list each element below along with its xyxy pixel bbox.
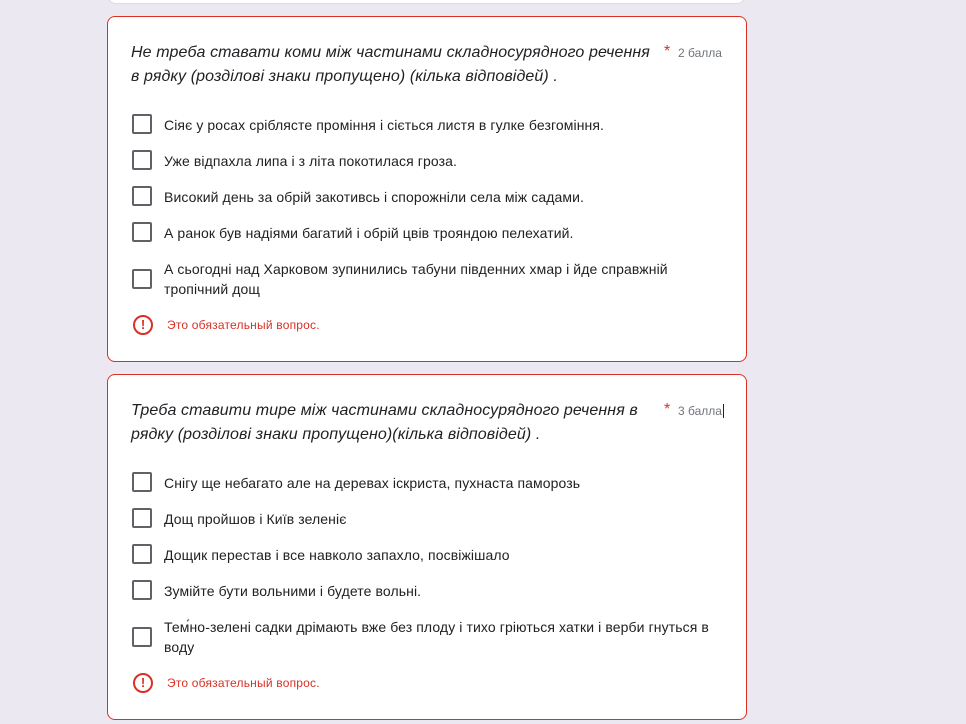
checkbox-option[interactable] bbox=[132, 545, 712, 565]
checkbox-option[interactable] bbox=[132, 259, 712, 299]
option-label[interactable]: Дощ пройшов і Київ зеленіє bbox=[164, 511, 347, 527]
points-label: 2 балла bbox=[678, 46, 722, 60]
checkbox-option[interactable] bbox=[132, 617, 712, 657]
checkbox[interactable] bbox=[132, 627, 152, 647]
required-asterisk: * bbox=[664, 43, 671, 60]
exclamation-circle-icon: ! bbox=[133, 673, 153, 693]
option-label[interactable]: А сьогодні над Харковом зупинились табуни південних хмар і йде справжній тропічний дощ bbox=[164, 261, 668, 297]
checkbox-option[interactable] bbox=[132, 223, 712, 243]
question-card-1 bbox=[107, 16, 747, 362]
option-label[interactable]: Дощик перестав і все навколо запахло, посвіжішало bbox=[164, 547, 510, 563]
checkbox-option[interactable] bbox=[132, 581, 712, 601]
checkbox-option[interactable] bbox=[132, 151, 712, 171]
text-caret bbox=[723, 404, 724, 418]
checkbox[interactable] bbox=[132, 544, 152, 564]
checkbox[interactable] bbox=[132, 269, 152, 289]
checkbox-option[interactable] bbox=[132, 473, 712, 493]
error-text: Это обязательный вопрос. bbox=[167, 676, 320, 690]
checkbox[interactable] bbox=[132, 222, 152, 242]
option-label[interactable]: Високий день за обрій закотивсь і спорожніли села між садами. bbox=[164, 189, 584, 205]
checkbox-option[interactable] bbox=[132, 115, 712, 135]
checkbox[interactable] bbox=[132, 186, 152, 206]
checkbox[interactable] bbox=[132, 150, 152, 170]
checkbox-option[interactable] bbox=[132, 187, 712, 207]
error-message bbox=[133, 315, 320, 335]
required-asterisk: * bbox=[664, 401, 671, 418]
checkbox[interactable] bbox=[132, 580, 152, 600]
checkbox[interactable] bbox=[132, 472, 152, 492]
previous-question-card bbox=[108, 0, 745, 4]
checkbox[interactable] bbox=[132, 114, 152, 134]
option-label[interactable]: Снігу ще небагато але на деревах іскриста, пухнаста паморозь bbox=[164, 475, 581, 491]
option-label[interactable]: Сіяє у росах сріблясте проміння і сіється листя в гулке безгоміння. bbox=[164, 117, 605, 133]
question-card-2 bbox=[107, 374, 747, 720]
option-label[interactable]: Зумійте бути вольними і будете вольні. bbox=[164, 583, 422, 599]
error-text: Это обязательный вопрос. bbox=[167, 318, 320, 332]
question-title: Не треба ставати коми між частинами складносурядного речення в рядку (розділові знаки пропущено) (кілька відповідей) . bbox=[131, 44, 650, 85]
option-label[interactable]: Уже відпахла липа і з літа покотилася гроза. bbox=[164, 153, 457, 169]
question-title: Треба ставити тире між частинами складносурядного речення в рядку (розділові знаки пропущено)(кілька відповідей) . bbox=[131, 402, 638, 443]
points-label: 3 балла bbox=[678, 404, 722, 418]
checkbox[interactable] bbox=[132, 508, 152, 528]
option-label[interactable]: А ранок був надіями багатий і обрій цвів трояндою пелехатий. bbox=[164, 225, 574, 241]
exclamation-circle-icon: ! bbox=[133, 315, 153, 335]
error-message bbox=[133, 673, 320, 693]
checkbox-option[interactable] bbox=[132, 509, 712, 529]
option-label[interactable]: Тем́но-зелені садки дрімають вже без плоду і тихо гріються хатки і верби гнуться в воду bbox=[164, 619, 709, 655]
